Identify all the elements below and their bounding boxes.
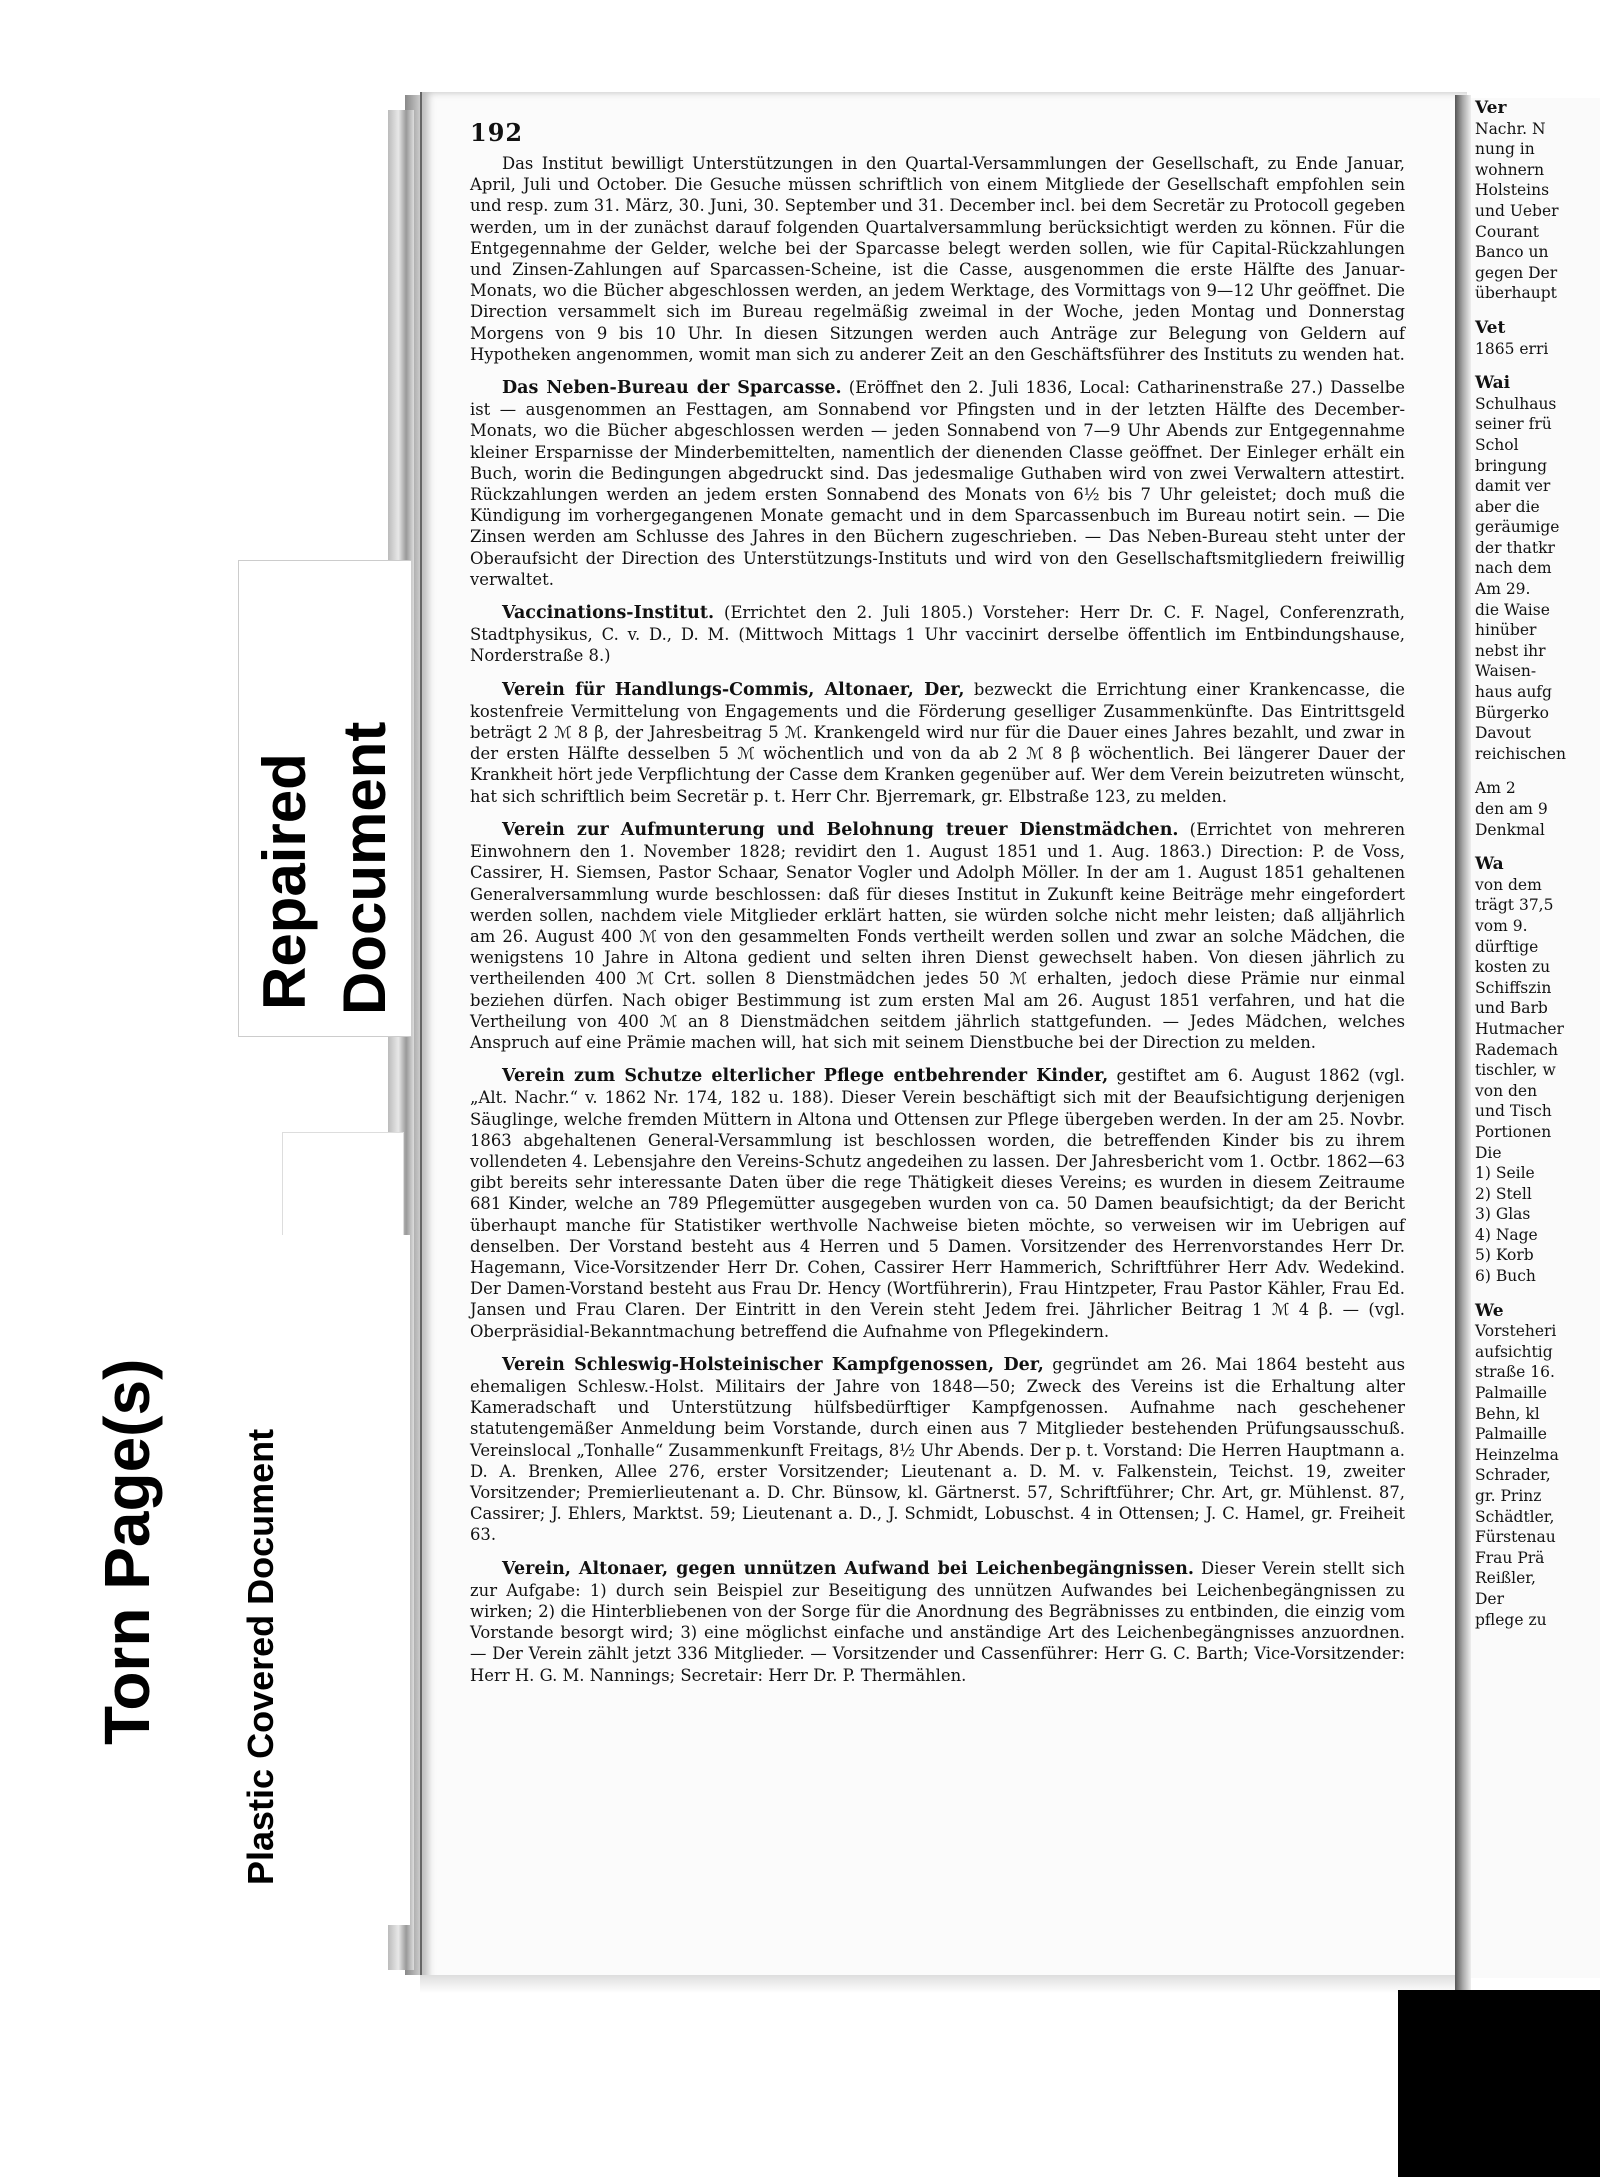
facing-page-line: Schol bbox=[1475, 435, 1519, 454]
paragraph-heading: Verein für Handlungs-Commis, Altonaer, Der, bbox=[502, 679, 965, 700]
paragraph-text: Dieser Verein stellt sich zur Aufgabe: 1) durch sein Beispiel zur Beseitigung des unnützen Aufwandes bei Leichenbegängnissen zu wirken; 2) die Hinterbliebenen von der Sorge für die Anordnung des Begräbnisses zu entbinden, die einzig vom Vorstande besorgt wird; 3) eine möglichst einfache und anständige Art des Leichenbegängnisses anzuordnen. — Der Verein zählt jetzt 336 Mitglieder. — Vorsitzender und Cassenführer: Herr G. C. Barth; Vice-Vorsitzender: Herr H. G. M. Nannings; Secretair: Herr Dr. P. Thermählen. bbox=[470, 1558, 1405, 1685]
facing-page-line: und Barb bbox=[1475, 999, 1548, 1018]
paragraph-heading: Verein Schleswig-Holsteinischer Kampfgenossen, Der, bbox=[502, 1354, 1044, 1375]
repaired-tag-label-2: Document bbox=[331, 721, 398, 1015]
paragraph-p7 bbox=[470, 1354, 1405, 1546]
facing-page-line: Wa bbox=[1475, 854, 1504, 875]
facing-page-line: geräumige bbox=[1475, 518, 1560, 537]
facing-page-line: haus aufg bbox=[1475, 683, 1552, 702]
facing-page-line: Reißler, bbox=[1475, 1569, 1536, 1588]
facing-page-line: die Waise bbox=[1475, 600, 1550, 619]
facing-page-line: We bbox=[1475, 1300, 1504, 1321]
facing-page-line: damit ver bbox=[1475, 477, 1551, 496]
repaired-tag-label-1: Repaired bbox=[251, 753, 318, 1010]
facing-page-line: Banco un bbox=[1475, 243, 1549, 262]
facing-page bbox=[1471, 98, 1600, 1978]
facing-page-line: Frau Prä bbox=[1475, 1548, 1545, 1567]
facing-page-line: Am 2 bbox=[1475, 779, 1516, 798]
facing-page-line: aber die bbox=[1475, 497, 1540, 516]
facing-page-line: wohnern bbox=[1475, 160, 1545, 179]
facing-page-line: 2) Stell bbox=[1475, 1184, 1532, 1203]
paragraph-text: (Errichtet den 2. Juli 1805.) Vorsteher: Herr Dr. C. F. Nagel, Conferenzrath, Stadtphysikus, C. v. D., D. M. (Mittwoch Mittags 1 Uhr vaccinirt derselbe öffentlich im Entbindungshause, Norderstraße 8.) bbox=[470, 603, 1405, 666]
paragraph-text: Das Institut bewilligt Unterstützungen in den Quartal-Versammlungen der Gesellschaft, zu Ende Januar, April, Juli und October. Die Gesuche müssen schriftlich von einem Mitgliede der Gesellschaft empfohlen sein und resp. zum 31. März, 30. Juni, 30. September und 31. December incl. bei dem Secretär zu Protocoll gegeben werden, um in der zunächst darauf folgenden Quartalversammlung berücksichtigt werden zu können. Für die Entgegennahme der Gelder, welche bei der Sparcasse belegt werden sollen, wie für Capital-Rückzahlungen und Zinsen-Zahlungen auf Sparcassen-Scheine, ist die Casse, ausgenommen die erste Hälfte des Januar-Monats, wo die Bücher abgeschlossen werden, an jedem Werktage, des Vormittags von 9—12 Uhr geöffnet. Die Direction versammelt sich im Bureau regelmäßig zweimal in der Woche, jeden Montag und Donnerstag Morgens von 9 bis 10 Uhr. In diesen Sitzungen werden auch Anträge zur Belegung von Geldern auf Hypotheken angenommen, womit man sich zu anderer Zeit an den Geschäftsführer des Instituts zu wenden hat. bbox=[470, 154, 1405, 364]
facing-page-line: reichischen bbox=[1475, 744, 1566, 763]
facing-page-line: 3) Glas bbox=[1475, 1205, 1531, 1224]
facing-page-line: Holsteins bbox=[1475, 181, 1550, 200]
facing-page-line: Portionen bbox=[1475, 1122, 1552, 1141]
facing-page-line: nach dem bbox=[1475, 559, 1552, 578]
facing-page-line: dürftige bbox=[1475, 937, 1539, 956]
facing-page-line: Behn, kl bbox=[1475, 1404, 1540, 1423]
facing-page-line: und Ueber bbox=[1475, 201, 1559, 220]
plastic-tag-label: Plastic Covered Document bbox=[240, 1428, 281, 1885]
facing-page-line: Der bbox=[1475, 1589, 1505, 1608]
facing-page-line: 1865 erri bbox=[1475, 339, 1549, 358]
paragraph-text: bezweckt die Errichtung einer Krankencasse, die kostenfreie Vermittelung von Engagements und die Förderung geselliger Zusammenkünfte. Das Eintrittsgeld beträgt 2 ℳ 8 β, der Jahresbeitrag 5 ℳ. Krankengeld wird nur für die Dauer eines Jahres bezahlt, und zwar in der ersten Hälfte desselben 5 ℳ wöchentlich und von da ab 2 ℳ 8 β wöchentlich. Bei längerer Dauer der Krankheit hört jede Verpflichtung der Casse dem Kranken gegenüber auf. Wer dem Verein beizutreten wünscht, hat sich schriftlich beim Secretär p. t. Herr Chr. Bjerremark, gr. Elbstraße 123, zu melden. bbox=[470, 679, 1405, 806]
facing-page-line: 1) Seile bbox=[1475, 1164, 1535, 1183]
facing-page-line: pflege zu bbox=[1475, 1610, 1547, 1629]
facing-page-line: Davout bbox=[1475, 724, 1531, 743]
facing-page-line: Heinzelma bbox=[1475, 1445, 1559, 1464]
facing-page-line bbox=[1471, 359, 1600, 373]
facing-page-line: Palmaille bbox=[1475, 1425, 1547, 1444]
facing-page-line: aufsichtig bbox=[1475, 1342, 1553, 1361]
facing-page-line: 5) Korb bbox=[1475, 1246, 1534, 1265]
facing-page-line: der thatkr bbox=[1475, 538, 1555, 557]
facing-page-line: nung in bbox=[1475, 140, 1535, 159]
paragraph-heading: Verein zum Schutze elterlicher Pflege entbehrender Kinder, bbox=[502, 1066, 1109, 1087]
facing-page-line: den am 9 bbox=[1475, 800, 1548, 818]
facing-page-lines bbox=[1471, 98, 1600, 1630]
facing-page-line bbox=[1471, 840, 1600, 854]
page-number: 192 bbox=[470, 118, 524, 147]
facing-page-line: 6) Buch bbox=[1475, 1267, 1536, 1286]
facing-page-line bbox=[1471, 1287, 1600, 1301]
paragraph-heading: Verein zur Aufmunterung und Belohnung treuer Dienstmädchen. bbox=[502, 819, 1179, 840]
page-bottom-edge bbox=[420, 1975, 1465, 1993]
paragraph-p6 bbox=[470, 1065, 1405, 1342]
facing-page-line: Schrader, bbox=[1475, 1466, 1551, 1485]
paragraph-text: (Eröffnet den 2. Juli 1836, Local: Catharinenstraße 27.) Dasselbe ist — ausgenommen an Festtagen, am Sonnabend vor Pfingsten und in der letzten Hälfte des December-Monats, wo die Bücher abgeschlossen werden — jeden Sonnabend von 7—9 Uhr Abends zur Entgegennahme kleiner Ersparnisse der Minderbemittelten, namentlich der dienenden Classe geöffnet. Der Einleger erhält ein Buch, worin die Bedingungen abgedruckt sind. Das jedesmalige Guthaben wird von zwei Verwaltern attestirt. Rückzahlungen werden an jedem ersten Sonnabend des Monats von 6½ bis 7 Uhr geleistet; doch muß die Kündigung im vorhergegangenen Monate gemacht und in dem Sparcassenbuch im Bureau notirt sein. — Die Zinsen werden am Schlusse des Jahres in den Büchern zugeschrieben. — Das Neben-Bureau steht unter der Oberaufsicht der Direction des Unterstützungs-Instituts und wird von den Gesellschaftsmitgliedern freiwillig verwaltet. bbox=[470, 378, 1405, 589]
facing-page-line: Hutmacher bbox=[1475, 1019, 1564, 1038]
facing-page-line: Courant bbox=[1475, 222, 1540, 241]
facing-page-line: Palmaille bbox=[1475, 1384, 1547, 1403]
paragraph-text: gegründet am 26. Mai 1864 besteht aus ehemaligen Schlesw.-Holst. Militairs der Jahre von 1848—50; Zweck des Vereins ist die Erhaltung alter Kameradschaft und Unterstützung hülfsbedürftiger Kampfgenossen. Aufnahme nach geschehener statutengemäßer Anmeldung beim Vorstande, durch einen aus 7 Mitglieder bestehenden Prüfungsausschuß. Vereinslocal „Tonhalle“ Zusammenkunft Freitags, 8½ Uhr Abends. Der p. t. Vorstand: Die Herren Hauptmann a. D. A. Brenken, Allee 276, erster Vorsitzender; Lieutenant a. D. M. v. Falkenstein, Teichst. 19, zweiter Vorsitzender; Premierlieutenant a. D. Chr. Bünsow, kl. Gärtnerst. 57, Schriftführer; Chr. Art, gr. Mühlenst. 87, Cassirer; J. Ehlers, Marktst. 59; Lieutenant a. D., J. Schmidt, Lobuschst. 4 in Ottensen; J. C. Hamel, gr. Freiheit 63. bbox=[470, 1354, 1405, 1545]
paragraph-heading: Verein, Altonaer, gegen unnützen Aufwand bei Leichenbegängnissen. bbox=[502, 1558, 1194, 1579]
paragraph-p5 bbox=[470, 819, 1405, 1053]
facing-page-line: vom 9. bbox=[1475, 916, 1528, 935]
paragraph-heading: Das Neben-Bureau der Sparcasse. bbox=[502, 378, 842, 399]
facing-page-line: von dem bbox=[1475, 875, 1542, 894]
facing-page-line: tischler, w bbox=[1475, 1061, 1556, 1080]
facing-page-line: Vet bbox=[1475, 317, 1506, 338]
facing-page-line: Denkmal bbox=[1475, 820, 1545, 839]
facing-page-line: Bürgerko bbox=[1475, 703, 1550, 722]
facing-page-line: Ver bbox=[1475, 98, 1507, 118]
paragraph-p1 bbox=[470, 153, 1405, 365]
facing-page-line: hinüber bbox=[1475, 621, 1537, 640]
paragraph-p8 bbox=[470, 1558, 1405, 1686]
paragraph-text: (Errichtet von mehreren Einwohnern den 1. November 1828; revidirt den 1. August 1851 und 1. Aug. 1863.) Direction: P. de Voss, Cassirer, H. Siemsen, Pastor Schaar, Senator Vogler und Adolph Möller. In der am 1. August 1851 gehaltenen Generalversammlung wurde beschlossen: daß für dieses Institut in Zukunft keine Beiträge mehr eingefordert werden sollen, nachdem viele Mitglieder erklärt hatten, sie würden solche nicht mehr leisten; daß alljährlich am 26. August 400 ℳ von den gesammelten Fonds vertheilt werden sollen und zwar an solche Mädchen, die wenigstens 10 Jahre in Altona gedient und selten ihren Dienst gewechselt haben. Von diesen jährlich zu vertheilenden 400 ℳ Crt. sollen 8 Dienstmädchen jedes 50 ℳ erhalten, jedoch diese Prämie nur einmal beziehen dürfen. Nach obiger Bestimmung ist zum ersten Mal am 26. August 1851 verfahren, und hat die Vertheilung von 400 ℳ an 8 Dienstmädchen seitdem jährlich stattgefunden. — Jedes Mädchen, welches Anspruch auf eine Prämie machen will, hat sich mit seinem Dienstbuche bei der Direction zu melden. bbox=[470, 819, 1405, 1052]
facing-page-line: Vorsteheri bbox=[1475, 1322, 1557, 1341]
page-content bbox=[470, 118, 1405, 1698]
facing-page-line: überhaupt bbox=[1475, 284, 1557, 303]
facing-page-line: und Tisch bbox=[1475, 1102, 1552, 1121]
facing-page-line: Schiffszin bbox=[1475, 978, 1552, 997]
facing-page-line: straße 16. bbox=[1475, 1363, 1555, 1382]
facing-page-line: Die bbox=[1475, 1143, 1502, 1162]
facing-page-line: 4) Nage bbox=[1475, 1225, 1538, 1244]
facing-page-line: Waisen- bbox=[1475, 662, 1537, 681]
facing-page-line: kosten zu bbox=[1475, 958, 1551, 977]
paragraph-p2 bbox=[470, 377, 1405, 590]
scan-black-band bbox=[1398, 1990, 1600, 2177]
facing-page-line: seiner frü bbox=[1475, 415, 1552, 434]
facing-page-line: von den bbox=[1475, 1081, 1538, 1100]
facing-page-line: trägt 37,5 bbox=[1475, 896, 1554, 915]
facing-page-line: Nachr. N bbox=[1475, 119, 1546, 138]
paragraph-list bbox=[470, 153, 1405, 1686]
facing-page-line: Schädtler, bbox=[1475, 1507, 1555, 1526]
facing-page-line: Schulhaus bbox=[1475, 394, 1557, 413]
book-gutter bbox=[1455, 95, 1471, 1995]
facing-page-line bbox=[1471, 764, 1600, 778]
paragraph-p3 bbox=[470, 602, 1405, 667]
paragraph-p4 bbox=[470, 679, 1405, 807]
facing-page-line: gr. Prinz bbox=[1475, 1487, 1542, 1505]
paragraph-heading: Vaccinations-Institut. bbox=[502, 603, 715, 624]
facing-page-line: bringung bbox=[1475, 456, 1548, 475]
facing-page-line: Am 29. bbox=[1475, 580, 1531, 599]
facing-page-line: Wai bbox=[1475, 373, 1511, 394]
facing-page-line: gegen Der bbox=[1475, 263, 1558, 282]
facing-page-line bbox=[1471, 304, 1600, 318]
paragraph-text: gestiftet am 6. August 1862 (vgl. „Alt. Nachr.“ v. 1862 Nr. 174, 182 u. 188). Dieser Verein beschäftigt sich mit der Beaufsichtigung derjenigen Säuglinge, welche fremden Müttern in Altona und Ottensen zur Pflege übergeben werden. In der am 25. Novbr. 1863 abgehaltenen General-Versammlung ist beschlossen worden, die betreffenden Kinder bis zu ihrem vollendeten 4. Lebensjahre den Vereins-Schutz angedeihen zu lassen. Der Jahresbericht vom 1. Octbr. 1862—63 gibt bereits sehr interessante Daten über die rege Thätigkeit dieses Vereins; es wurden in diesem Zeitraume 681 Kinder, welche an 789 Pflegemütter ausgegeben wurden von ca. 50 Damen beaufsichtigt; da der Bericht überhaupt manche für Statistiker werthvolle Nachweise bieten möchte, so verweisen wir im Uebrigen auf denselben. Der Vorstand besteht aus 4 Herren und 5 Damen. Vorsitzender des Herrenvorstandes Herr Dr. Hagemann, Vice-Vorsitzender Herr Dr. Cohen, Cassirer Herr Hammerich, Schriftführer Herr Adv. Wedekind. Der Damen-Vorstand besteht aus Frau Dr. Hency (Wortführerin), Frau Hintzpeter, Frau Pastor Kähler, Frau Ed. Jansen und Frau Claren. Der Eintritt in den Verein steht Jedem frei. Jährlicher Beitrag 1 ℳ 4 β. — (vgl. Oberpräsidial-Bekanntmachung betreffend die Aufnahme von Pflegekindern. bbox=[470, 1066, 1405, 1341]
torn-tag-label: Torn Page(s) bbox=[91, 1358, 163, 1745]
facing-page-line: nebst ihr bbox=[1475, 641, 1546, 660]
facing-page-line: Fürstenau bbox=[1475, 1528, 1556, 1547]
facing-page-line: Rademach bbox=[1475, 1040, 1558, 1059]
